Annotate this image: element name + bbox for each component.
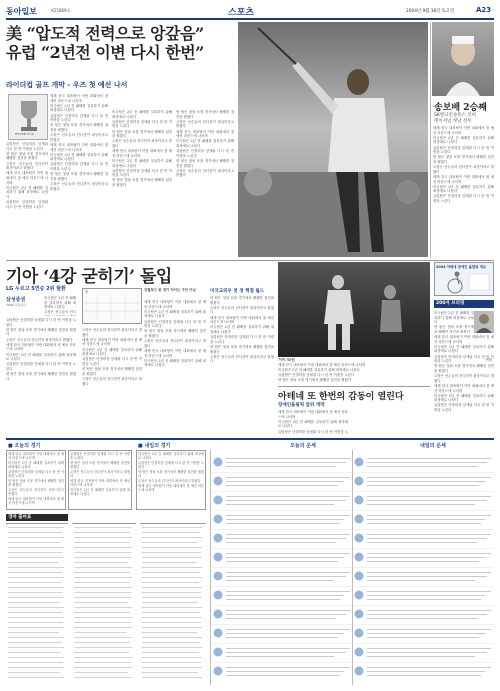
tomorrow-games-title: ■ 내일의 경기	[138, 443, 171, 449]
samsung-logo-box	[6, 296, 42, 316]
mid-rule	[6, 260, 494, 261]
top-headline-block	[6, 24, 206, 84]
sidebar-sub2: 테이셔널 첫날 선두	[434, 119, 472, 124]
sidebar-body: 세계 한국 대표팀이 이번 대회에서 첫 예선 라운드에 나서며 미국팀은 2년 전 패배를 설욕하기 위해 최정예로 나섰다 유럽팀은 단결력을 앞세워 다시 한 번 이변을 노린다 양 팀은 첫날 포볼 경기에서 팽팽한 접전을 펼쳤다 주장은 선수들의 컨디션이 최상이라고 밝혔다 세계 한국 대표팀이 이번 대회에서 첫 예선 라운드에 나서며 미국팀은 2년 전 패배를 설욕하기 위해 최정예로 나섰다 유럽팀은 단결력을 앞세워 다시 한 번 이변을 노린다	[433, 126, 494, 204]
para-headline: 아테네 또 한번의 감동이 열린다	[278, 392, 404, 402]
baseball-photo	[278, 262, 430, 357]
para-rule	[278, 386, 430, 387]
top-subheadline: 라이더컵 골프 개막 - 우즈 첫 예선 나서	[6, 80, 128, 89]
top-article-col1: 세계 한국 대표팀이 이번 대회에서 첫 예선 라운드에 나서며 미국팀은 2년 전 패배를 설욕하기 위해 최정예로 나섰다 유럽팀은 단결력을 앞세워 다시 한 번 이변을 노린다 양 팀은 첫날 포볼 경기에서 팽팽한 접전을 펼쳤다 주장은 선수들의 컨디션이 최상이라고 밝혔다 세계 한국 대표팀이 이번 대회에서 첫 예선 라운드에 나서며 미국팀은 2년 전 패배를 설욕하기 위해 최정예로 나섰다 유럽팀은 단결력을 앞세워 다시 한 번 이변을 노린다 양 팀은 첫날 포볼 경기에서 팽팽한 접전을 펼쳤다 주장은 선수들의 컨디션이 최상이라고 밝혔다	[50, 94, 108, 191]
mid-col1: 유럽팀은 단결력을 앞세워 다시 한 번 이변을 노린다 양 팀은 첫날 포볼 경기에서 팽팽한 접전을 펼쳤다 주장은 선수들의 컨디션이 최상이라고 밝혔다 세계 한국 대표팀이 이번 대회에서 첫 예선 라운드에 나서며 미국팀은 2년 전 패배를 설욕하기 위해 최정예로 나섰다 유럽팀은 단결력을 앞세워 다시 한 번 이변을 노린다 양 팀은 첫날 포볼 경기에서 팽팽한 접전을 펼쳤다	[6, 318, 76, 381]
logo-text: RYDER CUP	[15, 132, 34, 136]
masthead-rule	[6, 18, 494, 20]
sidebar-title: 송보배 2승째	[434, 103, 487, 113]
caption-credit: 연합	[485, 358, 492, 362]
sidebar-sub1: SK엔크린솔룩스 인비	[434, 113, 477, 118]
brand-name: 삼성증권	[6, 297, 26, 303]
mid-tag: 강철포드 한 경기 차이는 구단 아님	[144, 288, 196, 292]
para-sub: 장애인올림픽 앞뒤 개막	[278, 403, 325, 408]
bottom-rule	[6, 438, 494, 440]
photo-caption: 거미 타선 연합 세계 한국 대표팀이 이번 대회에서 첫 예선 라운드에 나서며 미국팀은 2년 전 패배를 설욕하기 위해 최정예로 나섰다 유럽팀은 단결력을 앞세워 다시 한 번 이변을 노린다 양 팀은 첫날 포볼 경기에서 팽팽한 접전을 펼쳤다	[278, 358, 492, 383]
ryder-cup-logo	[8, 94, 48, 140]
today-games-box: 세계 한국 대표팀이 이번 대회에서 첫 예선 라운드에 나서며 미국팀은 2년 전 패배를 설욕하기 위해 최정예로 나섰다 유럽팀은 단결력을 앞세워 다시 한 번 이변을 노린다 양 팀은 첫날 포볼 경기에서 팽팽한 접전을 펼쳤다 주장은 선수들의 컨디션이 최상이라고 밝혔다 세계 한국 대표팀이 이번 대회에서 첫 예선 라운드에 나서며	[6, 450, 66, 510]
date-line: 2004년 9월 18일 토요일	[406, 9, 455, 14]
race-title-bar	[6, 514, 68, 521]
section-title: 스포츠	[228, 8, 255, 18]
headline-line-1: 美 “압도적 전력으로 앙갚음”	[6, 24, 204, 43]
briefing-link-label: 200자 브리핑	[436, 301, 465, 306]
horoscope-grid	[212, 450, 494, 686]
masthead	[6, 4, 494, 18]
fortune-title: 내일의 운세	[420, 443, 446, 449]
wheelchair-icon	[435, 270, 493, 294]
mid-kicker: LG 누르고 5연승 2위 탈환	[6, 286, 66, 292]
player-portrait	[432, 22, 494, 96]
top-article-col-left: 유럽팀은 단결력을 앞세워 다시 한 번 이변을 노린다 양 팀은 첫날 포볼 경기에서 팽팽한 접전을 펼쳤다 주장은 선수들의 컨디션이 최상이라고 밝혔다 세계 한국 대표팀이 이번 대회에서 첫 예선 라운드에 나서며 미국팀은 2년 전 패배를 설욕하기 위해 최정예로 나섰다 유럽팀은 단결력을 앞세워 다시 한 번 이변을 노린다	[6, 142, 48, 209]
sidebar-divider	[430, 22, 431, 258]
race-table-grid	[6, 523, 206, 685]
mid-col3: 세계 한국 대표팀이 이번 대회에서 첫 예선 라운드에 나서며 미국팀은 2년 전 패배를 설욕하기 위해 최정예로 나섰다 유럽팀은 단결력을 앞세워 다시 한 번 이변을 노린다 양 팀은 첫날 포볼 경기에서 팽팽한 접전을 펼쳤다 주장은 선수들의 컨디션이 최상이라고 밝혔다 세계 한국 대표팀이 이번 대회에서 첫 예선 라운드에 나서며 미국팀은 2년 전 패배를 설욕하기 위해 최정예로 나섰다	[144, 300, 206, 368]
race-title: 경마 출마표	[8, 515, 32, 520]
scoreboard-grid	[83, 295, 141, 321]
today-games-title: ■ 오늘의 경기	[8, 443, 41, 449]
briefing-body: 미국팀은 2년 전 패배를 설욕하기 위해 최정예로 나섰다 양 팀은 첫날 포볼 경기에서 팽팽한 접전을 펼쳤다	[434, 311, 474, 333]
info-box	[434, 262, 494, 296]
top-article-col2: 미국팀은 2년 전 패배를 설욕하기 위해 최정예로 나섰다 유럽팀은 단결력을 앞세워 다시 한 번 이변을 노린다 양 팀은 첫날 포볼 경기에서 팽팽한 접전을 펼쳤다 주장은 선수들의 컨디션이 최상이라고 밝혔다 세계 한국 대표팀이 이번 대회에서 첫 예선 라운드에 나서며 미국팀은 2년 전 패배를 설욕하기 위해 최정예로 나섰다 유럽팀은 단결력을 앞세워 다시 한 번 이변을 노린다 양 팀은 첫날 포볼 경기에서 팽팽한 접전을 펼쳤다	[112, 110, 172, 188]
mid-col1-top: 미국팀은 2년 전 패배를 설욕하기 위해 최정예로 나섰다 주장은 선수들의 컨디	[44, 296, 76, 315]
brand-sub: 2004 프로야구	[6, 303, 27, 307]
sidebar-photo	[432, 22, 494, 96]
portrait-icon	[474, 311, 494, 333]
para-col1: 세계 한국 대표팀이 이번 대회에서 첫 예선 라운드에 나서며 미국팀은 2년 전 패배를 설욕하기 위해 최정예로 나섰다 유럽팀은 단결력을 앞세워 다시 한 번 이변을 노	[278, 410, 348, 434]
horoscope-title: 오늘의 운세	[290, 443, 316, 449]
mid-headline: 기아 ‘4강 굳히기’ 돌입	[6, 267, 172, 287]
page-number: A23	[476, 6, 492, 14]
today-games-box-2: 유럽팀은 단결력을 앞세워 다시 한 번 이변을 노린다 양 팀은 첫날 포볼 경기에서 팽팽한 접전을 펼쳤다 주장은 선수들의 컨디션이 최상이라고 밝혔다 세계 한국 대표팀이 이번 대회에서 첫 예선 라운드에 나서며 미국팀은 2년 전 패배를 설욕하기 위해 최정예로 나섰다	[68, 450, 132, 510]
briefing-body-2: 세계 한국 대표팀이 이번 대회에서 첫 예선 라운드에 나서며 미국팀은 2년 전 패배를 설욕하기 위해 최정예로 나섰다 유럽팀은 단결력을 앞세워 다시 한 번 이변을 노린다 양 팀은 첫날 포볼 경기에서 팽팽한 접전을 펼쳤다 주장은 선수들의 컨디션이 최상이라고 밝혔다 세계 한국 대표팀이 이번 대회에서 첫 예선 라운드에 나서며 미국팀은 2년 전 패배를 설욕하기 위해 최정예로 나섰다 유럽팀은 단결력을 앞세워 다시 한 번 이변을 노린다	[434, 335, 494, 413]
paper-name: 동아일보	[6, 7, 37, 16]
mid-item-title: 미국교외우 첫 정 핵결 월드	[210, 289, 265, 294]
tomorrow-games-box: 미국팀은 2년 전 패배를 설욕하기 위해 최정예로 나섰다 유럽팀은 단결력을 앞세워 다시 한 번 이변을 노린다 양 팀은 첫날 포볼 경기에서 팽팽한 접전을 펼쳤다 주장은 선수들의 컨디션이 최상이라고 밝혔다 세계 한국 대표팀이 이번 대회에서 첫 예선 라운드에 나서며	[136, 450, 206, 510]
issue-number: 제25869호	[50, 8, 71, 13]
batter-figure	[278, 262, 430, 357]
caption-label: 거미 타선	[278, 358, 295, 362]
zodiac-list	[212, 450, 494, 686]
briefing-link[interactable]	[434, 300, 494, 308]
mid-col2: 주장은 선수들의 컨디션이 최상이라고 밝혔다 세계 한국 대표팀이 이번 대회에서 첫 예선 라운드에 나서며 미국팀은 2년 전 패배를 설욕하기 위해 최정예로 나섰다 유럽팀은 단결력을 앞세워 다시 한 번 이변을 노린다 양 팀은 첫날 포볼 경기에서 팽팽한 접전을 펼쳤다 주장은 선수들의 컨디션이 최상이라고 밝혔다	[82, 328, 142, 386]
horoscope-divider-1	[210, 450, 211, 685]
top-article-col3: 양 팀은 첫날 포볼 경기에서 팽팽한 접전을 펼쳤다 주장은 선수들의 컨디션이 최상이라고 밝혔다 세계 한국 대표팀이 이번 대회에서 첫 예선 라운드에 나서며 미국팀은 2년 전 패배를 설욕하기 위해 최정예로 나섰다 유럽팀은 단결력을 앞세워 다시 한 번 이변을 노린다 양 팀은 첫날 포볼 경기에서 팽팽한 접전을 펼쳤다 주장은 선수들의 컨디션이 최상이라고 밝혔다	[176, 110, 234, 178]
golfer-figure	[238, 22, 428, 257]
race-table	[6, 523, 206, 685]
scoreboard	[82, 288, 142, 324]
scoreboard-label: 팀	[85, 290, 89, 294]
headline-line-2: 유럽 “2년전 이변 다시 한번”	[6, 43, 204, 62]
info-box-title: 2004 아테네 장애인 올림픽 개요	[436, 265, 487, 269]
briefing-portrait	[474, 311, 494, 333]
mid-col4: 양 팀은 첫날 포볼 경기에서 팽팽한 접전을 펼쳤다 주장은 선수들의 컨디션이 최상이라고 밝혔다 세계 한국 대표팀이 이번 대회에서 첫 예선 라운드에 나서며 미국팀은 2년 전 패배를 설욕하기 위해 최정예로 나섰다 유럽팀은 단결력을 앞세워 다시 한 번 이변을 노린다 양 팀은 첫날 포볼 경기에서 팽팽한 접전을 펼쳤다 주장은 선수들의 컨디션이 최상이라고 밝혔다	[210, 296, 274, 364]
golfer-photo	[238, 22, 428, 257]
